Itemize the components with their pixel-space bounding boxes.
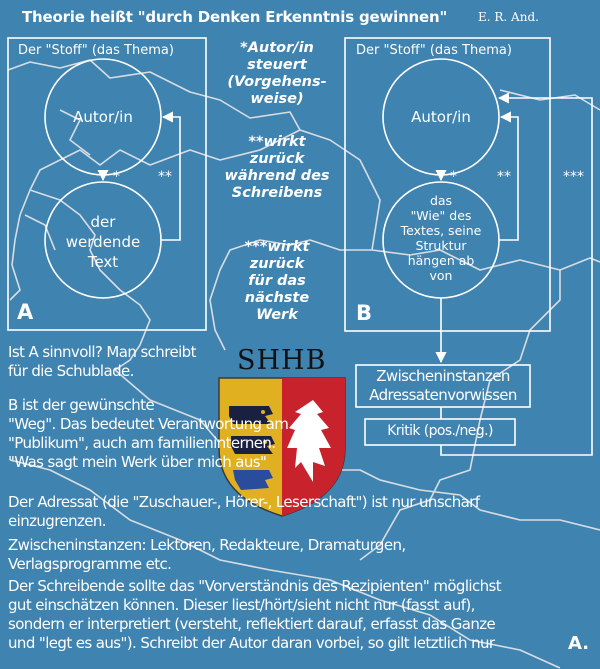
legend-star1: *Autor/in steuert (Vorgehens- weise) [227,40,327,107]
panel-b-topic-label: Der "Stoff" (das Thema) [356,43,512,58]
panel-a-double-star-mark: ** [158,169,172,185]
panel-b-double-star-mark: ** [497,169,511,185]
panel-b-triple-star-mark: *** [563,169,584,185]
text-b-description: B ist der gewünschte "Weg". Das bedeutet Verantwortung am "Publikum", auch am familieninternen. "Was sagt mein Werk über mich aus" [8,396,289,471]
panel-a-frame [8,38,206,330]
panel-b-frame [345,38,550,331]
text-adressat: Der Adressat (die "Zuschauer-, Hörer-, Leserschaft") ist nur unscharf einzugrenzen. [8,493,480,530]
text-schreibende: Der Schreibende sollte das "Vorverständnis des Rezipienten" möglichst gut einschätzen können. Dieser liest/hört/sieht nicht nur (fasst auf), sondern er interpretiert (versteht, reflektiert darauf, erfasst das Ganze und "legt es aus"). Schreibt der Autor daran vorbei, so gilt letztlich nur [8,577,502,652]
panel-b-author-label: Autor/in [411,108,471,126]
panel-a-text-label: der werdende Text [65,213,141,271]
panel-b-wie-label: das "Wie" des Textes, seine Struktur hängen ab von [400,193,482,283]
final-letter: A. [568,633,590,654]
panel-a-letter: A [17,300,34,324]
page-title: Theorie heißt "durch Denken Erkenntnis gewinnen" [22,8,448,26]
panel-a-star-mark: * [113,169,120,185]
panel-a-topic-label: Der "Stoff" (das Thema) [18,43,174,58]
zwischen-box-label: Zwischeninstanzen Adressatenvorwissen [369,367,517,404]
kritik-box-label: Kritik (pos./neg.) [387,423,493,439]
text-zwischeninstanzen: Zwischeninstanzen: Lektoren, Redakteure, Dramaturgen, Verlagsprogramme etc. [8,536,406,573]
panel-b-letter: B [356,301,373,325]
panel-b-star-mark: * [450,169,457,185]
author-initials: E. R. And. [478,10,539,24]
emblem-text: SHHB [237,345,327,376]
panel-a-author-label: Autor/in [73,108,133,126]
text-a-question: Ist A sinnvoll? Man schreibt für die Schublade. [8,343,196,380]
legend-star2: **wirkt zurück während des Schreibens [224,134,330,201]
legend-star3: ***wirkt zurück für das nächste Werk [244,239,310,323]
